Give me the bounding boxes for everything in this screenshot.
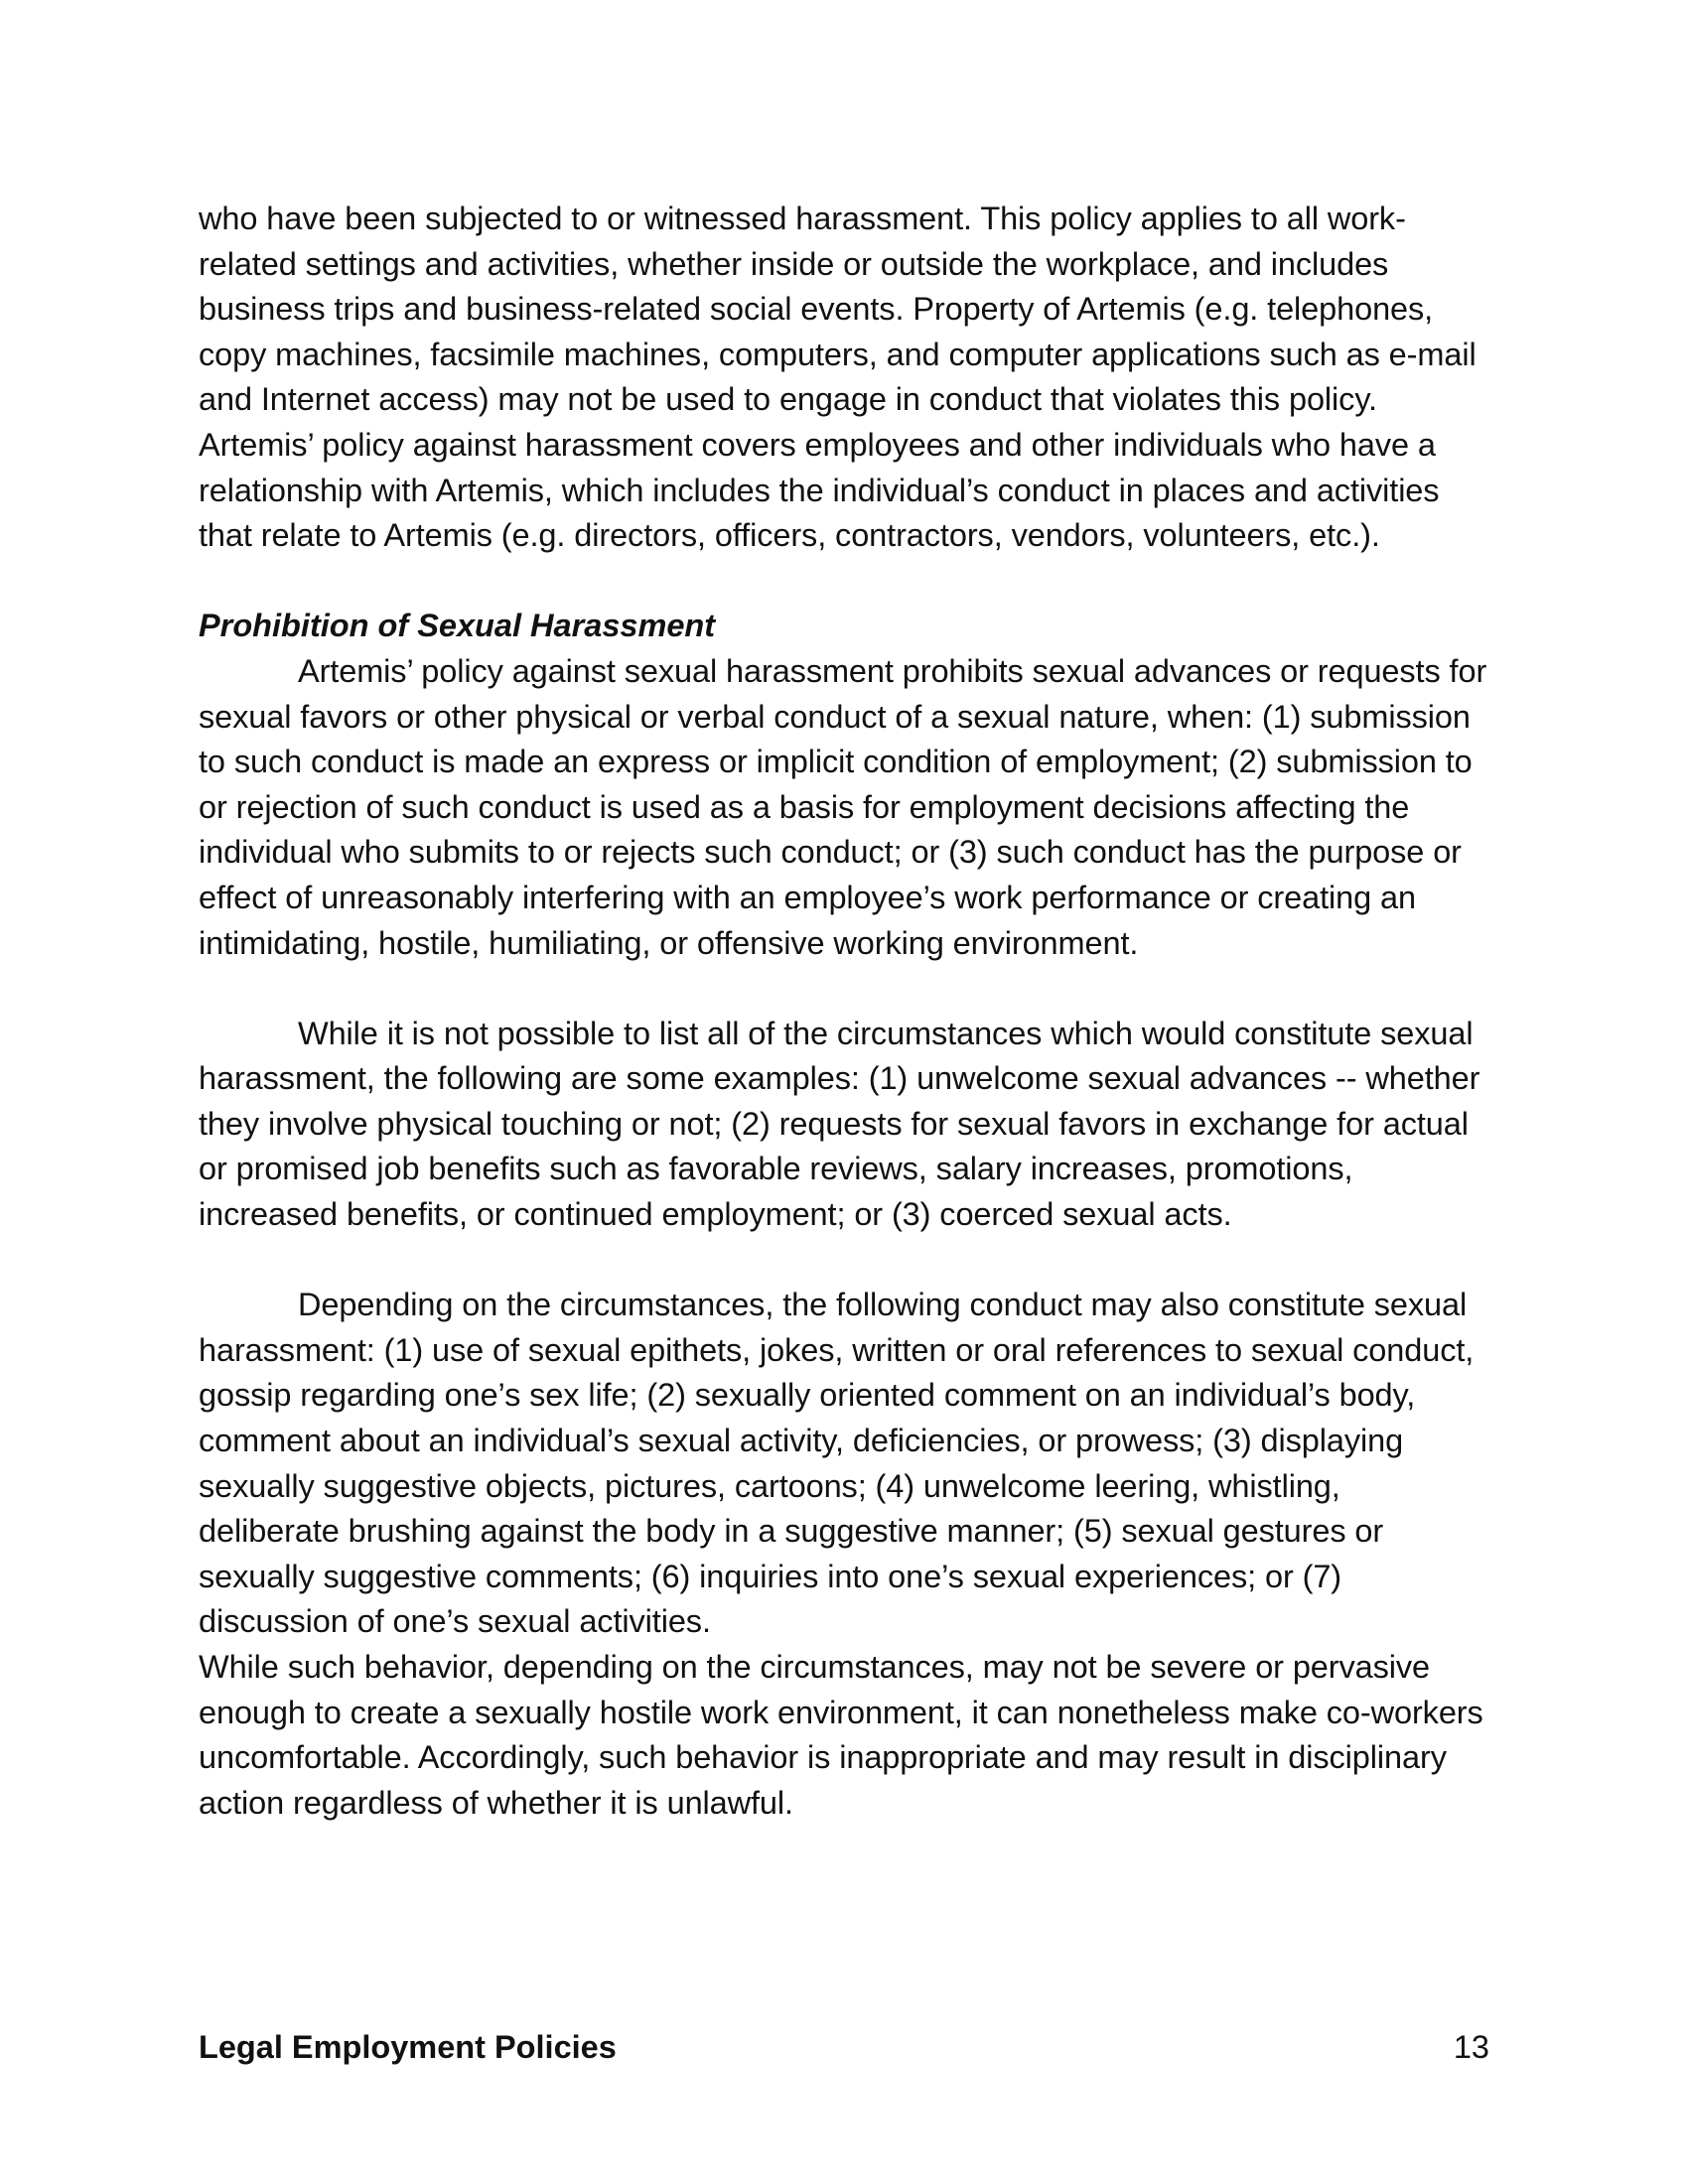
policy-paragraph-3: Depending on the circumstances, the following conduct may also constitute sexual harassment: (1) use of sexual epithets, jokes, written or oral references to sexual conduct, gossip regarding one’s sex life; (2) sexually oriented comment on an individual’s body, comment about an individual’s sexual activity, deficiencies, or prowess; (3) displaying sexually suggestive objects, pictures, cartoons; (4) unwelcome leering, whistling, deliberate brushing against the body in a suggestive manner; (5) sexual gestures or sexually suggestive comments; (6) inquiries into one’s sexual experiences; or (7) discussion of one’s sexual activities. <box>199 1287 1475 1640</box>
policy-paragraph-1: Artemis’ policy against sexual harassment prohibits sexual advances or requests for sexual favors or other physical or verbal conduct of a sexual nature, when: (1) submission to such conduct is made an express or implicit condition of employment; (2) submission to or rejection of such conduct is used as a basis for employment decisions affecting the individual who submits to or rejects such conduct; or (3) such conduct has the purpose or effect of unreasonably interfering with an employee’s work performance or creating an intimidating, hostile, humiliating, or offensive working environment. <box>199 652 1487 961</box>
paragraph-spacer <box>199 559 1489 605</box>
page-footer <box>199 2025 1489 2070</box>
paragraph-spacer <box>199 1238 1489 1284</box>
intro-paragraph: who have been subjected to or witnessed harassment. This policy applies to all work-related settings and activities, whether inside or outside the workplace, and includes business trips and business-related social events. Property of Artemis (e.g. telephones, copy machines, facsimile machines, computers, and computer applications such as e-mail and Internet access) may not be used to engage in conduct that violates this policy. Artemis’ policy against harassment covers employees and other individuals who have a relationship with Artemis, which includes the individual’s conduct in places and activities that relate to Artemis (e.g. directors, officers, contractors, vendors, volunteers, etc.). <box>199 201 1477 554</box>
page-number: 13 <box>1453 2029 1489 2065</box>
policy-paragraph-2: While it is not possible to list all of the circumstances which would constitute sexual harassment, the following are some examples: (1) unwelcome sexual advances -- whether they involve physical touching or not; (2) requests for sexual favors in exchange for actual or promised job benefits such as favorable reviews, salary increases, promotions, increased benefits, or continued employment; or (3) coerced sexual acts. <box>199 1015 1480 1233</box>
paragraph-spacer <box>199 966 1489 1012</box>
section-heading: Prohibition of Sexual Harassment <box>199 608 716 644</box>
document-body <box>199 197 1489 1826</box>
policy-paragraph-4: While such behavior, depending on the circumstances, may not be severe or pervasive enough to create a sexually hostile work environment, it can nonetheless make co-workers uncomfortable. Accordingly, such behavior is inappropriate and may result in disciplinary action regardless of whether it is unlawful. <box>199 1649 1483 1821</box>
footer-title: Legal Employment Policies <box>199 2029 617 2065</box>
